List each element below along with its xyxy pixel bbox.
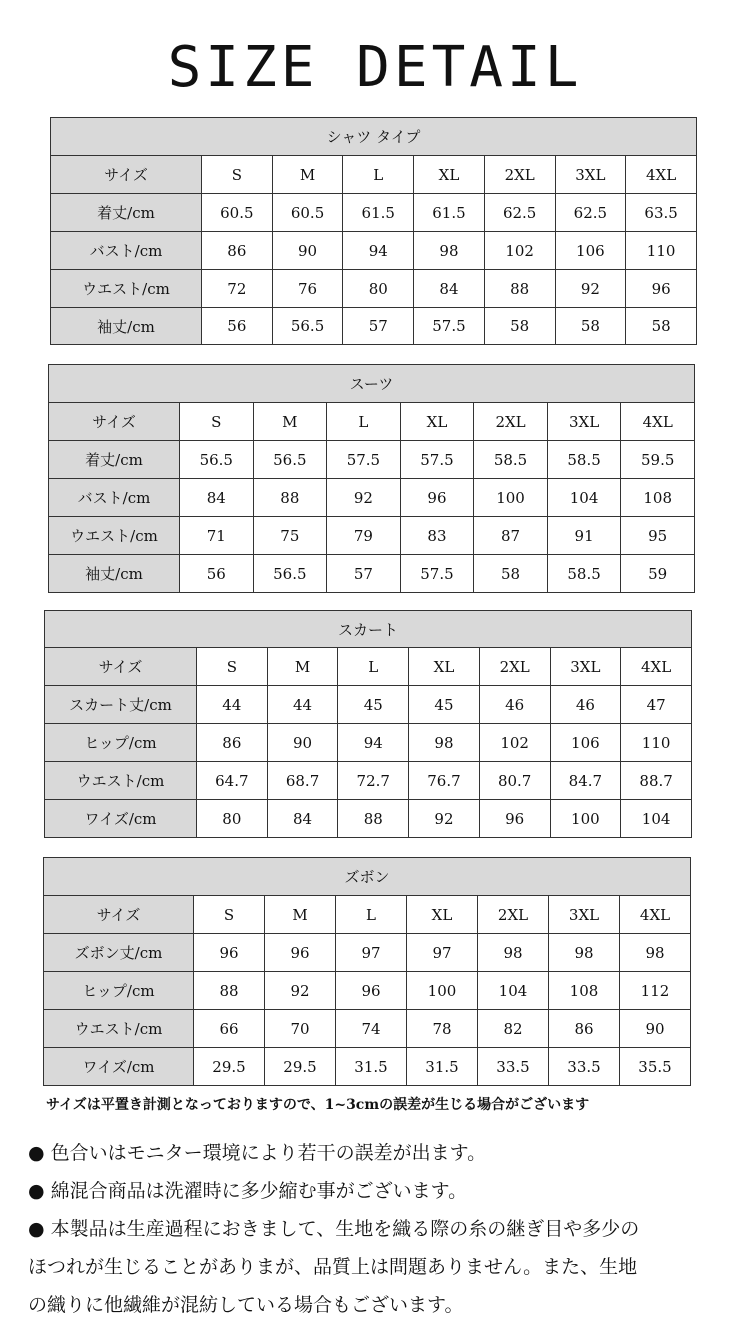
notice-text: 本製品は生産過程におきまして、生地を織る際の糸の継ぎ目や多少の: [50, 1218, 640, 1240]
size-table-suit: [48, 364, 695, 593]
size-header: 4XL: [621, 403, 695, 441]
bullet-icon: ●: [28, 1180, 45, 1202]
size-header: 4XL: [620, 896, 691, 934]
size-header: 2XL: [484, 156, 555, 194]
cell: 94: [338, 724, 409, 762]
size-header: 3XL: [555, 156, 626, 194]
bullet-icon: ●: [28, 1142, 45, 1164]
size-header: 3XL: [549, 896, 620, 934]
cell: 110: [626, 232, 697, 270]
size-header: XL: [414, 156, 485, 194]
cell: 96: [626, 270, 697, 308]
cell: 57: [327, 555, 401, 593]
table-row: [49, 517, 695, 555]
row-label: バスト/cm: [51, 232, 202, 270]
size-header: 2XL: [474, 403, 548, 441]
cell: 70: [265, 1010, 336, 1048]
size-header: M: [265, 896, 336, 934]
table-row: [44, 1010, 691, 1048]
cell: 61.5: [414, 194, 485, 232]
row-label: ウエスト/cm: [45, 762, 197, 800]
cell: 86: [197, 724, 268, 762]
cell: 100: [407, 972, 478, 1010]
size-header: XL: [407, 896, 478, 934]
table-row: [45, 686, 692, 724]
cell: 29.5: [194, 1048, 265, 1086]
table-row: [44, 1048, 691, 1086]
cell: 88: [194, 972, 265, 1010]
cell: 62.5: [555, 194, 626, 232]
list-item-continued: [28, 1286, 728, 1324]
size-table-pants: [43, 857, 691, 1086]
cell: 66: [194, 1010, 265, 1048]
table-row: [45, 800, 692, 838]
table-row: [45, 762, 692, 800]
cell: 88.7: [621, 762, 692, 800]
size-header: S: [180, 403, 254, 441]
cell: 106: [555, 232, 626, 270]
cell: 72.7: [338, 762, 409, 800]
cell: 60.5: [272, 194, 343, 232]
cell: 75: [253, 517, 327, 555]
cell: 76: [272, 270, 343, 308]
cell: 97: [407, 934, 478, 972]
cell: 29.5: [265, 1048, 336, 1086]
size-header: S: [197, 648, 268, 686]
cell: 71: [180, 517, 254, 555]
size-header: 4XL: [621, 648, 692, 686]
size-header: M: [272, 156, 343, 194]
cell: 47: [621, 686, 692, 724]
cell: 98: [478, 934, 549, 972]
cell: 80: [343, 270, 414, 308]
cell: 96: [265, 934, 336, 972]
size-header: 2XL: [478, 896, 549, 934]
cell: 57.5: [414, 308, 485, 345]
cell: 100: [474, 479, 548, 517]
table-row: [49, 555, 695, 593]
cell: 63.5: [626, 194, 697, 232]
cell: 112: [620, 972, 691, 1010]
cell: 64.7: [197, 762, 268, 800]
row-label: ズボン丈/cm: [44, 934, 194, 972]
table-row: [51, 270, 697, 308]
size-label: サイズ: [49, 403, 180, 441]
cell: 59.5: [621, 441, 695, 479]
cell: 91: [547, 517, 621, 555]
cell: 102: [484, 232, 555, 270]
cell: 95: [621, 517, 695, 555]
cell: 56.5: [253, 555, 327, 593]
cell: 56: [180, 555, 254, 593]
row-label: ワイズ/cm: [44, 1048, 194, 1086]
table-row: [51, 308, 697, 345]
size-header: 4XL: [626, 156, 697, 194]
cell: 98: [549, 934, 620, 972]
cell: 56.5: [253, 441, 327, 479]
list-item: [28, 1210, 728, 1248]
size-header: M: [267, 648, 338, 686]
cell: 57.5: [400, 441, 474, 479]
cell: 31.5: [336, 1048, 407, 1086]
size-table-shirt: [50, 117, 697, 345]
list-item: [28, 1172, 728, 1210]
size-header: 3XL: [547, 403, 621, 441]
size-label: サイズ: [44, 896, 194, 934]
size-header: 2XL: [479, 648, 550, 686]
cell: 86: [202, 232, 273, 270]
cell: 104: [478, 972, 549, 1010]
cell: 79: [327, 517, 401, 555]
cell: 35.5: [620, 1048, 691, 1086]
row-label: 着丈/cm: [49, 441, 180, 479]
notice-text: 綿混合商品は洗濯時に多少縮む事がございます。: [50, 1180, 468, 1202]
cell: 46: [479, 686, 550, 724]
list-item-continued: [28, 1248, 728, 1286]
cell: 88: [484, 270, 555, 308]
cell: 90: [620, 1010, 691, 1048]
cell: 84: [267, 800, 338, 838]
cell: 58.5: [474, 441, 548, 479]
row-label: スカート丈/cm: [45, 686, 197, 724]
row-label: ヒップ/cm: [44, 972, 194, 1010]
cell: 57.5: [400, 555, 474, 593]
cell: 84: [180, 479, 254, 517]
table-caption: ズボン: [44, 858, 691, 896]
cell: 44: [197, 686, 268, 724]
cell: 33.5: [478, 1048, 549, 1086]
page-title: SIZE DETAIL: [167, 35, 583, 100]
cell: 60.5: [202, 194, 273, 232]
cell: 84.7: [550, 762, 621, 800]
cell: 88: [253, 479, 327, 517]
cell: 98: [620, 934, 691, 972]
cell: 78: [407, 1010, 478, 1048]
cell: 87: [474, 517, 548, 555]
cell: 80: [197, 800, 268, 838]
cell: 45: [409, 686, 480, 724]
cell: 86: [549, 1010, 620, 1048]
cell: 80.7: [479, 762, 550, 800]
cell: 82: [478, 1010, 549, 1048]
row-label: ヒップ/cm: [45, 724, 197, 762]
cell: 58: [484, 308, 555, 345]
table-caption: スーツ: [49, 365, 695, 403]
row-label: 着丈/cm: [51, 194, 202, 232]
cell: 76.7: [409, 762, 480, 800]
cell: 84: [414, 270, 485, 308]
cell: 74: [336, 1010, 407, 1048]
cell: 98: [409, 724, 480, 762]
cell: 92: [409, 800, 480, 838]
size-header: L: [338, 648, 409, 686]
cell: 58: [555, 308, 626, 345]
cell: 108: [621, 479, 695, 517]
table-row: [51, 232, 697, 270]
cell: 98: [414, 232, 485, 270]
cell: 108: [549, 972, 620, 1010]
row-label: ウエスト/cm: [49, 517, 180, 555]
table-caption: スカート: [45, 611, 692, 648]
row-label: ウエスト/cm: [51, 270, 202, 308]
table-row: [49, 479, 695, 517]
cell: 104: [547, 479, 621, 517]
cell: 97: [336, 934, 407, 972]
cell: 56.5: [272, 308, 343, 345]
size-header: M: [253, 403, 327, 441]
row-label: ウエスト/cm: [44, 1010, 194, 1048]
table-caption: シャツ タイプ: [51, 118, 697, 156]
row-label: ワイズ/cm: [45, 800, 197, 838]
table-row: [49, 441, 695, 479]
cell: 45: [338, 686, 409, 724]
table-row: [44, 972, 691, 1010]
size-header: L: [343, 156, 414, 194]
cell: 61.5: [343, 194, 414, 232]
cell: 57.5: [327, 441, 401, 479]
cell: 96: [336, 972, 407, 1010]
cell: 31.5: [407, 1048, 478, 1086]
cell: 88: [338, 800, 409, 838]
cell: 104: [621, 800, 692, 838]
size-label: サイズ: [51, 156, 202, 194]
size-header: S: [202, 156, 273, 194]
cell: 68.7: [267, 762, 338, 800]
cell: 96: [194, 934, 265, 972]
cell: 83: [400, 517, 474, 555]
cell: 58: [474, 555, 548, 593]
notice-text: の織りに他繊維が混紡している場合もございます。: [28, 1294, 464, 1316]
cell: 46: [550, 686, 621, 724]
bullet-icon: ●: [28, 1218, 45, 1240]
cell: 92: [327, 479, 401, 517]
table-row: [44, 934, 691, 972]
cell: 96: [400, 479, 474, 517]
cell: 92: [555, 270, 626, 308]
cell: 96: [479, 800, 550, 838]
size-header: L: [336, 896, 407, 934]
table-row: [51, 194, 697, 232]
cell: 59: [621, 555, 695, 593]
cell: 102: [479, 724, 550, 762]
cell: 56.5: [180, 441, 254, 479]
cell: 58.5: [547, 555, 621, 593]
cell: 72: [202, 270, 273, 308]
row-label: バスト/cm: [49, 479, 180, 517]
notice-list: [28, 1134, 728, 1324]
size-header: L: [327, 403, 401, 441]
cell: 106: [550, 724, 621, 762]
size-header: XL: [400, 403, 474, 441]
notice-text: ほつれが生じることがありまが、品質上は問題ありません。また、生地: [28, 1256, 638, 1278]
list-item: [28, 1134, 728, 1172]
cell: 57: [343, 308, 414, 345]
cell: 90: [272, 232, 343, 270]
size-header: XL: [409, 648, 480, 686]
cell: 94: [343, 232, 414, 270]
measurement-note: サイズは平置き計測となっておりますので、1~3cmの誤差が生じる場合がございます: [46, 1097, 590, 1113]
cell: 56: [202, 308, 273, 345]
size-header: 3XL: [550, 648, 621, 686]
cell: 62.5: [484, 194, 555, 232]
row-label: 袖丈/cm: [49, 555, 180, 593]
size-header: S: [194, 896, 265, 934]
table-row: [45, 724, 692, 762]
notice-text: 色合いはモニター環境により若干の誤差が出ます。: [50, 1142, 487, 1164]
size-label: サイズ: [45, 648, 197, 686]
cell: 58: [626, 308, 697, 345]
cell: 33.5: [549, 1048, 620, 1086]
cell: 58.5: [547, 441, 621, 479]
cell: 90: [267, 724, 338, 762]
size-table-skirt: [44, 610, 692, 838]
cell: 110: [621, 724, 692, 762]
cell: 92: [265, 972, 336, 1010]
cell: 100: [550, 800, 621, 838]
cell: 44: [267, 686, 338, 724]
row-label: 袖丈/cm: [51, 308, 202, 345]
